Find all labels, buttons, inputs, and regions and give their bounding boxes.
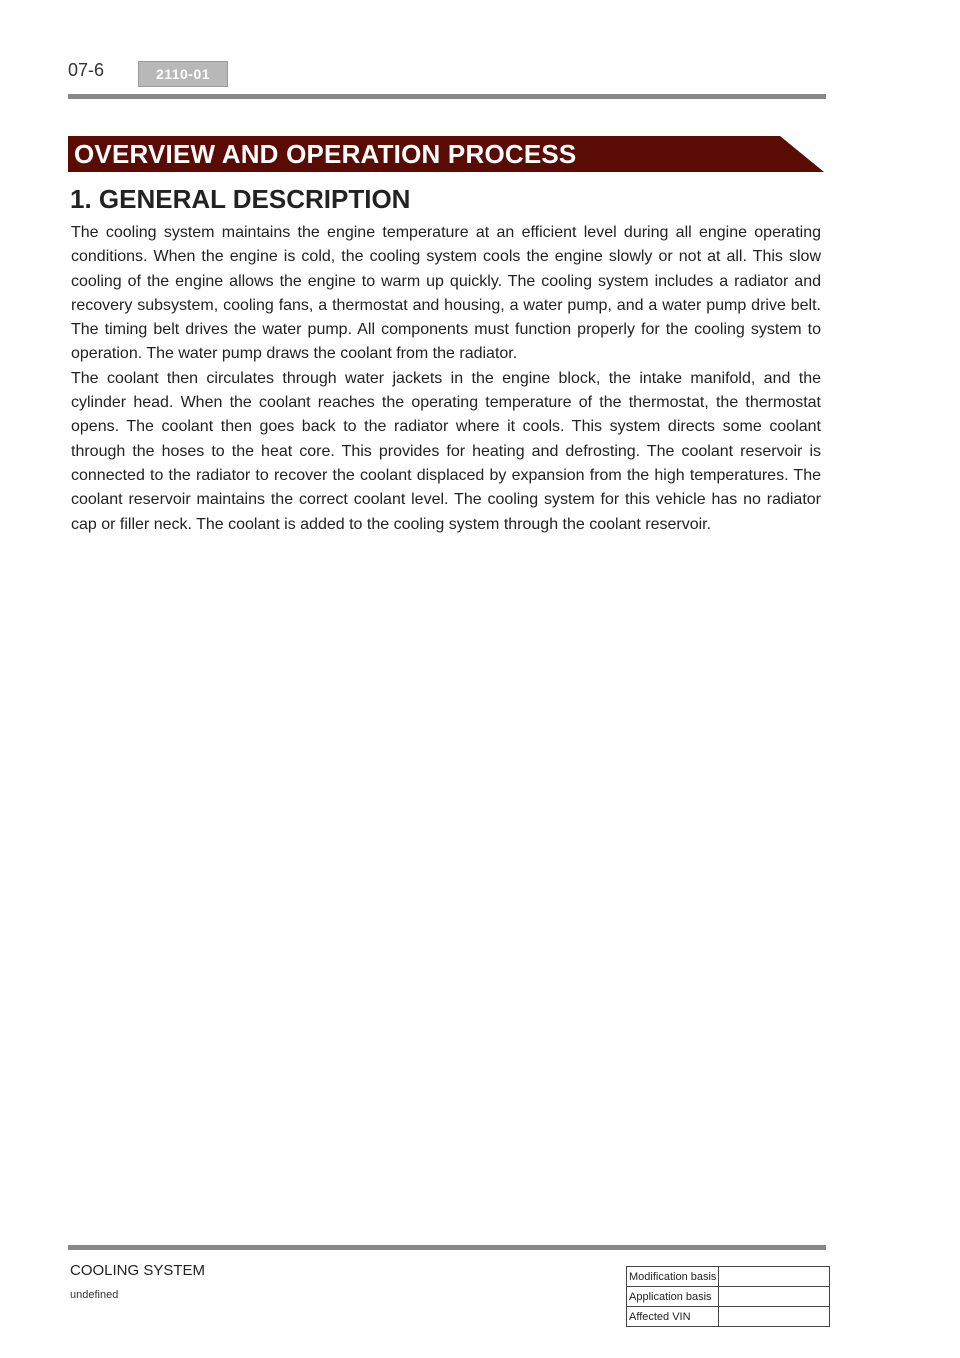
paragraph: The coolant then circulates through water jackets in the engine block, the intake manifold, and the cylinder head. When the coolant reaches the operating temperature of the thermostat, the thermostat opens. The coolant then goes back to the radiator where it cools. This system directs some coolant through the hoses to the heat core. This provides for heating and defrosting. The coolant reservoir is connected to the radiator to recover the coolant displaced by expansion from the high temperatures. The coolant reservoir maintains the correct coolant level. The cooling system for this vehicle has no radiator cap or filler neck. The coolant is added to the cooling system through the coolant reservoir.	[71, 369, 821, 533]
footer-subtitle: undefined	[70, 1289, 119, 1301]
table-row	[627, 1267, 830, 1287]
table-cell-label: Modification basis	[627, 1267, 719, 1287]
paragraph: The cooling system maintains the engine temperature at an efficient level during all engine operating conditions. When the engine is cold, the cooling system cools the engine slowly or not at all. This slow cooling of the engine allows the engine to warm up quickly. The cooling system includes a radiator and recovery subsystem, cooling fans, a thermostat and housing, a water pump, and a water pump drive belt. The timing belt drives the water pump. All components must function properly for the cooling system to operation. The water pump draws the coolant from the radiator.	[71, 224, 821, 363]
table-row	[627, 1307, 830, 1327]
table-cell-value	[719, 1267, 830, 1287]
banner-title: OVERVIEW AND OPERATION PROCESS	[74, 139, 577, 169]
top-divider	[68, 94, 826, 99]
section-code-tag: 2110-01	[138, 61, 228, 87]
section-banner	[68, 136, 824, 172]
table-cell-value	[719, 1307, 830, 1327]
revision-info-table	[626, 1266, 830, 1327]
body-text	[71, 221, 821, 537]
table-row	[627, 1287, 830, 1307]
table-cell-label: Affected VIN	[627, 1307, 719, 1327]
footer-title: COOLING SYSTEM	[70, 1262, 206, 1279]
bottom-divider	[68, 1245, 826, 1250]
page-number: 07-6	[68, 60, 105, 80]
table-cell-label: Application basis	[627, 1287, 719, 1307]
section-heading: 1. GENERAL DESCRIPTION	[70, 184, 411, 214]
table-cell-value	[719, 1287, 830, 1307]
